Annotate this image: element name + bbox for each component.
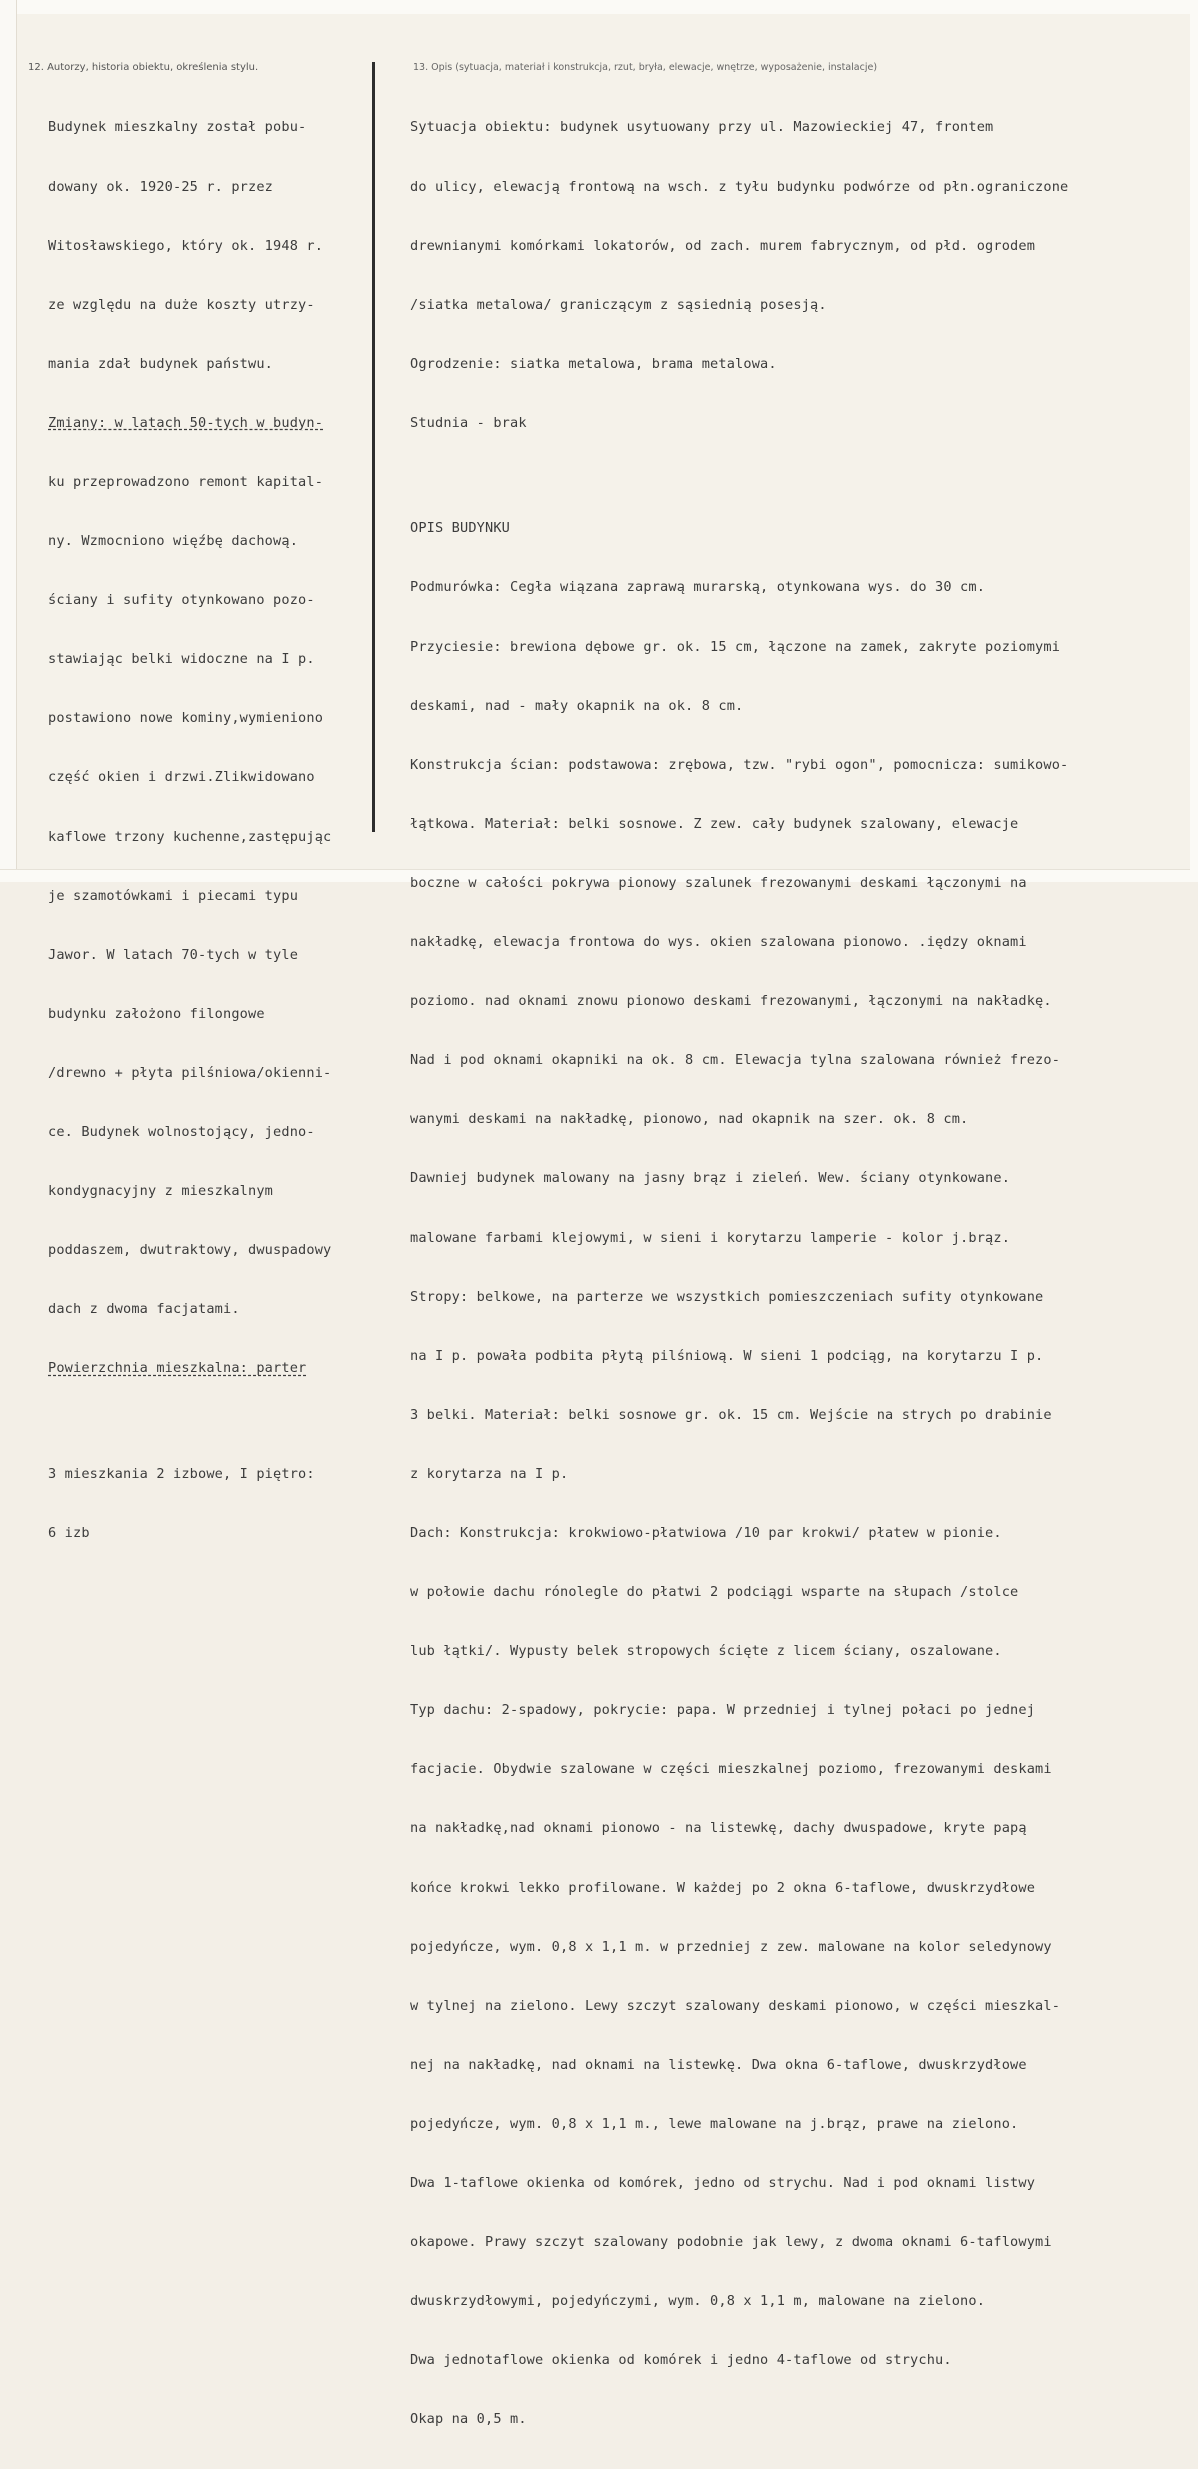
description-line: pojedyńcze, wym. 0,8 x 1,1 m. w przedniej z zew. malowane na kolor seledynowy — [410, 1938, 1052, 1955]
description-line: Podmurówka: Cegła wiązana zaprawą murarską, otynkowana wys. do 30 cm. — [410, 579, 986, 596]
history-line: kaflowe trzony kuchenne,zastępując — [48, 828, 332, 845]
description-line: wanymi deskami na nakładkę, pionowo, nad okapnik na szer. ok. 8 cm. — [410, 1111, 969, 1128]
description-line: pojedyńcze, wym. 0,8 x 1,1 m., lewe malowane na j.brąz, prawe na zielono. — [410, 2115, 1019, 2132]
situation-line: Sytuacja obiektu: budynek usytuowany przy ul. Mazowieckiej 47, frontem — [410, 119, 994, 136]
history-line: dowany ok. 1920-25 r. przez — [48, 178, 274, 195]
description-line: 3 belki. Materiał: belki sosnowe gr. ok. 15 cm. Wejście na strych po drabinie — [410, 1406, 1052, 1423]
history-line: dach z dwoma facjatami. — [48, 1301, 240, 1318]
section-12-header: 12. Autorzy, historia obiektu, określenia stylu. — [28, 62, 259, 73]
history-line: Budynek mieszkalny został pobu- — [48, 119, 307, 136]
history-line: budynku założono filongowe — [48, 1005, 265, 1022]
description-line: poziomo. nad oknami znowu pionowo deskami frezowanymi, łączonymi na nakładkę. — [410, 993, 1052, 1010]
description-line: z korytarza na I p. — [410, 1465, 569, 1482]
description-line: nej na nakładkę, nad oknami na listewkę. Dwa okna 6-taflowe, dwuskrzydłowe — [410, 2056, 1027, 2073]
history-line: ku przeprowadzono remont kapital- — [48, 473, 324, 490]
fence-line: Ogrodzenie: siatka metalowa, brama metalowa. — [410, 355, 777, 372]
situation-line: /siatka metalowa/ graniczącym z sąsiednią posesją. — [410, 296, 827, 313]
description-line: końce krokwi lekko profilowane. W każdej po 2 okna 6-taflowe, dwuskrzydłowe — [410, 1879, 1036, 1896]
history-line: Jawor. W latach 70-tych w tyle — [48, 946, 299, 963]
description-line: Dwa jednotaflowe okienka od komórek i jedno 4-taflowe od strychu. — [410, 2352, 952, 2369]
description-line: okapowe. Prawy szczyt szalowany podobnie jak lewy, z dwoma oknami 6-taflowymi — [410, 2234, 1052, 2251]
history-line: je szamotówkami i piecami typu — [48, 887, 299, 904]
history-line: /drewno + płyta pilśniowa/okienni- — [48, 1064, 332, 1081]
description-line: Dach: Konstrukcja: krokwiowo-płatwiowa /10 par krokwi/ płatew w pionie. — [410, 1524, 1002, 1541]
history-line: mania zdał budynek państwu. — [48, 355, 274, 372]
section-13-header: 13. Opis (sytuacja, materiał i konstrukcja, rzut, bryła, elewacje, wnętrze, wyposażenie, instalacje) — [413, 62, 878, 73]
history-line: stawiając belki widoczne na I p. — [48, 651, 315, 668]
history-line: Witosławskiego, który ok. 1948 r. — [48, 237, 324, 254]
history-line: część okien i drzwi.Zlikwidowano — [48, 769, 315, 786]
description-line: facjacie. Obydwie szalowane w części mieszkalnej poziomo, frezowanymi deskami — [410, 1761, 1052, 1778]
description-line: Stropy: belkowe, na parterze we wszystkich pomieszczeniach sufity otynkowane — [410, 1288, 1044, 1305]
description-line: Dawniej budynek malowany na jasny brąz i zieleń. Wew. ściany otynkowane. — [410, 1170, 1011, 1187]
description-line: w tylnej na zielono. Lewy szczyt szalowany deskami pionowo, w części mieszkal- — [410, 1997, 1061, 2014]
history-line: ściany i sufity otynkowano pozo- — [48, 592, 315, 609]
description-line: Konstrukcja ścian: podstawowa: zrębowa, tzw. "rybi ogon", pomocnicza: sumikowo- — [410, 756, 1069, 773]
description-line: Przyciesie: brewiona dębowe gr. ok. 15 cm, łączone na zamek, zakryte poziomymi — [410, 638, 1061, 655]
history-line: ce. Budynek wolnostojący, jedno- — [48, 1124, 315, 1140]
description-line: Okap na 0,5 m. — [410, 2411, 527, 2428]
description-line: lub łątki/. Wypusty belek stropowych ścięte z licem ściany, oszalowane. — [410, 1643, 1002, 1660]
description-column — [410, 79, 1190, 2469]
history-line-zmiany: Zmiany: w latach 50-tych w budyn- — [48, 414, 324, 431]
history-column — [48, 79, 368, 1583]
history-line: ze względu na duże koszty utrzy- — [48, 296, 315, 313]
well-line: Studnia - brak — [410, 414, 527, 431]
column-divider — [372, 62, 375, 832]
description-line: Dwa 1-taflowe okienka od komórek, jedno od strychu. Nad i pod oknami listwy — [410, 2175, 1036, 2191]
description-line: dwuskrzydłowymi, pojedyńczymi, wym. 0,8 x 1,1 m, malowane na zielono. — [410, 2293, 986, 2310]
description-line: łątkowa. Materiał: belki sosnowe. Z zew. cały budynek szalowany, elewacje — [410, 815, 1019, 832]
description-line: deskami, nad - mały okapnik na ok. 8 cm. — [410, 697, 744, 714]
situation-line: drewnianymi komórkami lokatorów, od zach. murem fabrycznym, od płd. ogrodem — [410, 237, 1036, 254]
paper-edge-left — [0, 0, 17, 882]
situation-line: do ulicy, elewacją frontową na wsch. z tyłu budynku podwórze od płn.ograniczone — [410, 178, 1069, 195]
description-line: Typ dachu: 2-spadowy, pokrycie: papa. W przedniej i tylnej połaci po jednej — [410, 1702, 1036, 1719]
history-line: ny. Wzmocniono więźbę dachową. — [48, 533, 299, 550]
history-line: 3 mieszkania 2 izbowe, I piętro: — [48, 1465, 315, 1482]
history-line-powierzchnia: Powierzchnia mieszkalna: parter — [48, 1360, 307, 1377]
description-line: w połowie dachu rónolegle do płatwi 2 podciągi wsparte na słupach /stolce — [410, 1584, 1019, 1601]
description-line: nakładkę, elewacja frontowa do wys. okien szalowana pionowo. .iędzy oknami — [410, 934, 1027, 951]
paper-edge-right — [1190, 0, 1198, 882]
description-line: na I p. powała podbita płytą pilśniową. W sieni 1 podciąg, na korytarzu I p. — [410, 1347, 1044, 1364]
section-title: OPIS BUDYNKU — [410, 520, 511, 537]
history-line: 6 izb — [48, 1524, 90, 1541]
description-line: Nad i pod oknami okapniki na ok. 8 cm. Elewacja tylna szalowana również frezo- — [410, 1052, 1061, 1069]
description-line: boczne w całości pokrywa pionowy szalunek frezowanymi deskami łączonymi na — [410, 874, 1027, 891]
history-line: kondygnacyjny z mieszkalnym — [48, 1183, 274, 1200]
history-line: postawiono nowe kominy,wymieniono — [48, 710, 324, 727]
description-line: malowane farbami klejowymi, w sieni i korytarzu lamperie - kolor j.brąz. — [410, 1229, 1011, 1246]
history-line: poddaszem, dwutraktowy, dwuspadowy — [48, 1242, 332, 1259]
paper-edge-top — [0, 0, 1198, 14]
description-line: na nakładkę,nad oknami pionowo - na listewkę, dachy dwuspadowe, kryte papą — [410, 1820, 1027, 1837]
